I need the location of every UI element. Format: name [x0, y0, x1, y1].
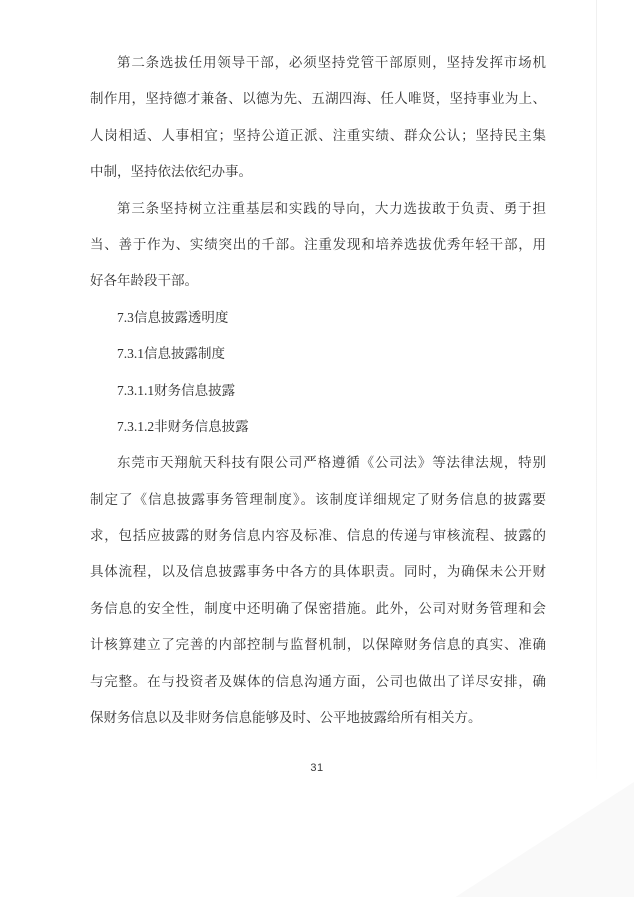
heading-line: 7.3信息披露透明度 [117, 309, 229, 325]
text-line: 计核算建立了完善的内部控制与监督机制，以保障财务信息的真实、准确 [90, 637, 546, 653]
text-line: 当、善于作为、实绩突出的千部。注重发现和培养选拔优秀年轻干部，用 [90, 236, 546, 252]
text-line: 求，包括应披露的财务信息内容及标准、信息的传递与审核流程、披露的 [90, 528, 546, 544]
heading-line: 7.3.1.2非财务信息披露 [117, 418, 249, 434]
text-line: 第二条选拔任用领导干部，必须坚持党管干部原则，坚持发挥市场机 [117, 55, 546, 70]
text-column [90, 45, 546, 736]
text-line: 保财务信息以及非财务信息能够及时、公平地披露给所有相关方。 [90, 710, 482, 726]
text-line: 具体流程，以及信息披露事务中各方的具体职责。同时，为确保未公开财 [90, 564, 546, 580]
heading-line: 7.3.1信息披露制度 [117, 346, 225, 362]
text-line: 人岗相适、人事相宜；坚持公道正派、注重实绩、群众公认；坚持民主集 [90, 127, 546, 143]
text-line: 第三条坚持树立注重基层和实践的导向，大力选拔敢于负责、勇于担 [117, 200, 546, 216]
heading-line: 7.3.1.1财务信息披露 [117, 382, 236, 398]
text-line: 好各年龄段干部。 [90, 273, 198, 289]
text-line: 与完整。在与投资者及媒体的信息沟通方面，公司也做出了详尽安排，确 [90, 673, 546, 689]
scan-shade [440, 735, 634, 897]
scan-artifact-line [596, 0, 597, 783]
text-line: 务信息的安全性，制度中还明确了保密措施。此外，公司对财务管理和会 [90, 600, 546, 616]
text-line: 制作用，坚持德才兼备、以德为先、五湖四海、任人唯贤，坚持事业为上、 [90, 91, 546, 107]
page-number: 31 [310, 762, 324, 774]
text-line: 东莞市天翔航天科技有限公司严格遵循《公司法》等法律法规，特别 [117, 455, 546, 471]
text-line: 中制，坚持依法依纪办事。 [90, 164, 252, 180]
text-line: 制定了《信息披露事务管理制度》。该制度详细规定了财务信息的披露要 [90, 491, 546, 507]
